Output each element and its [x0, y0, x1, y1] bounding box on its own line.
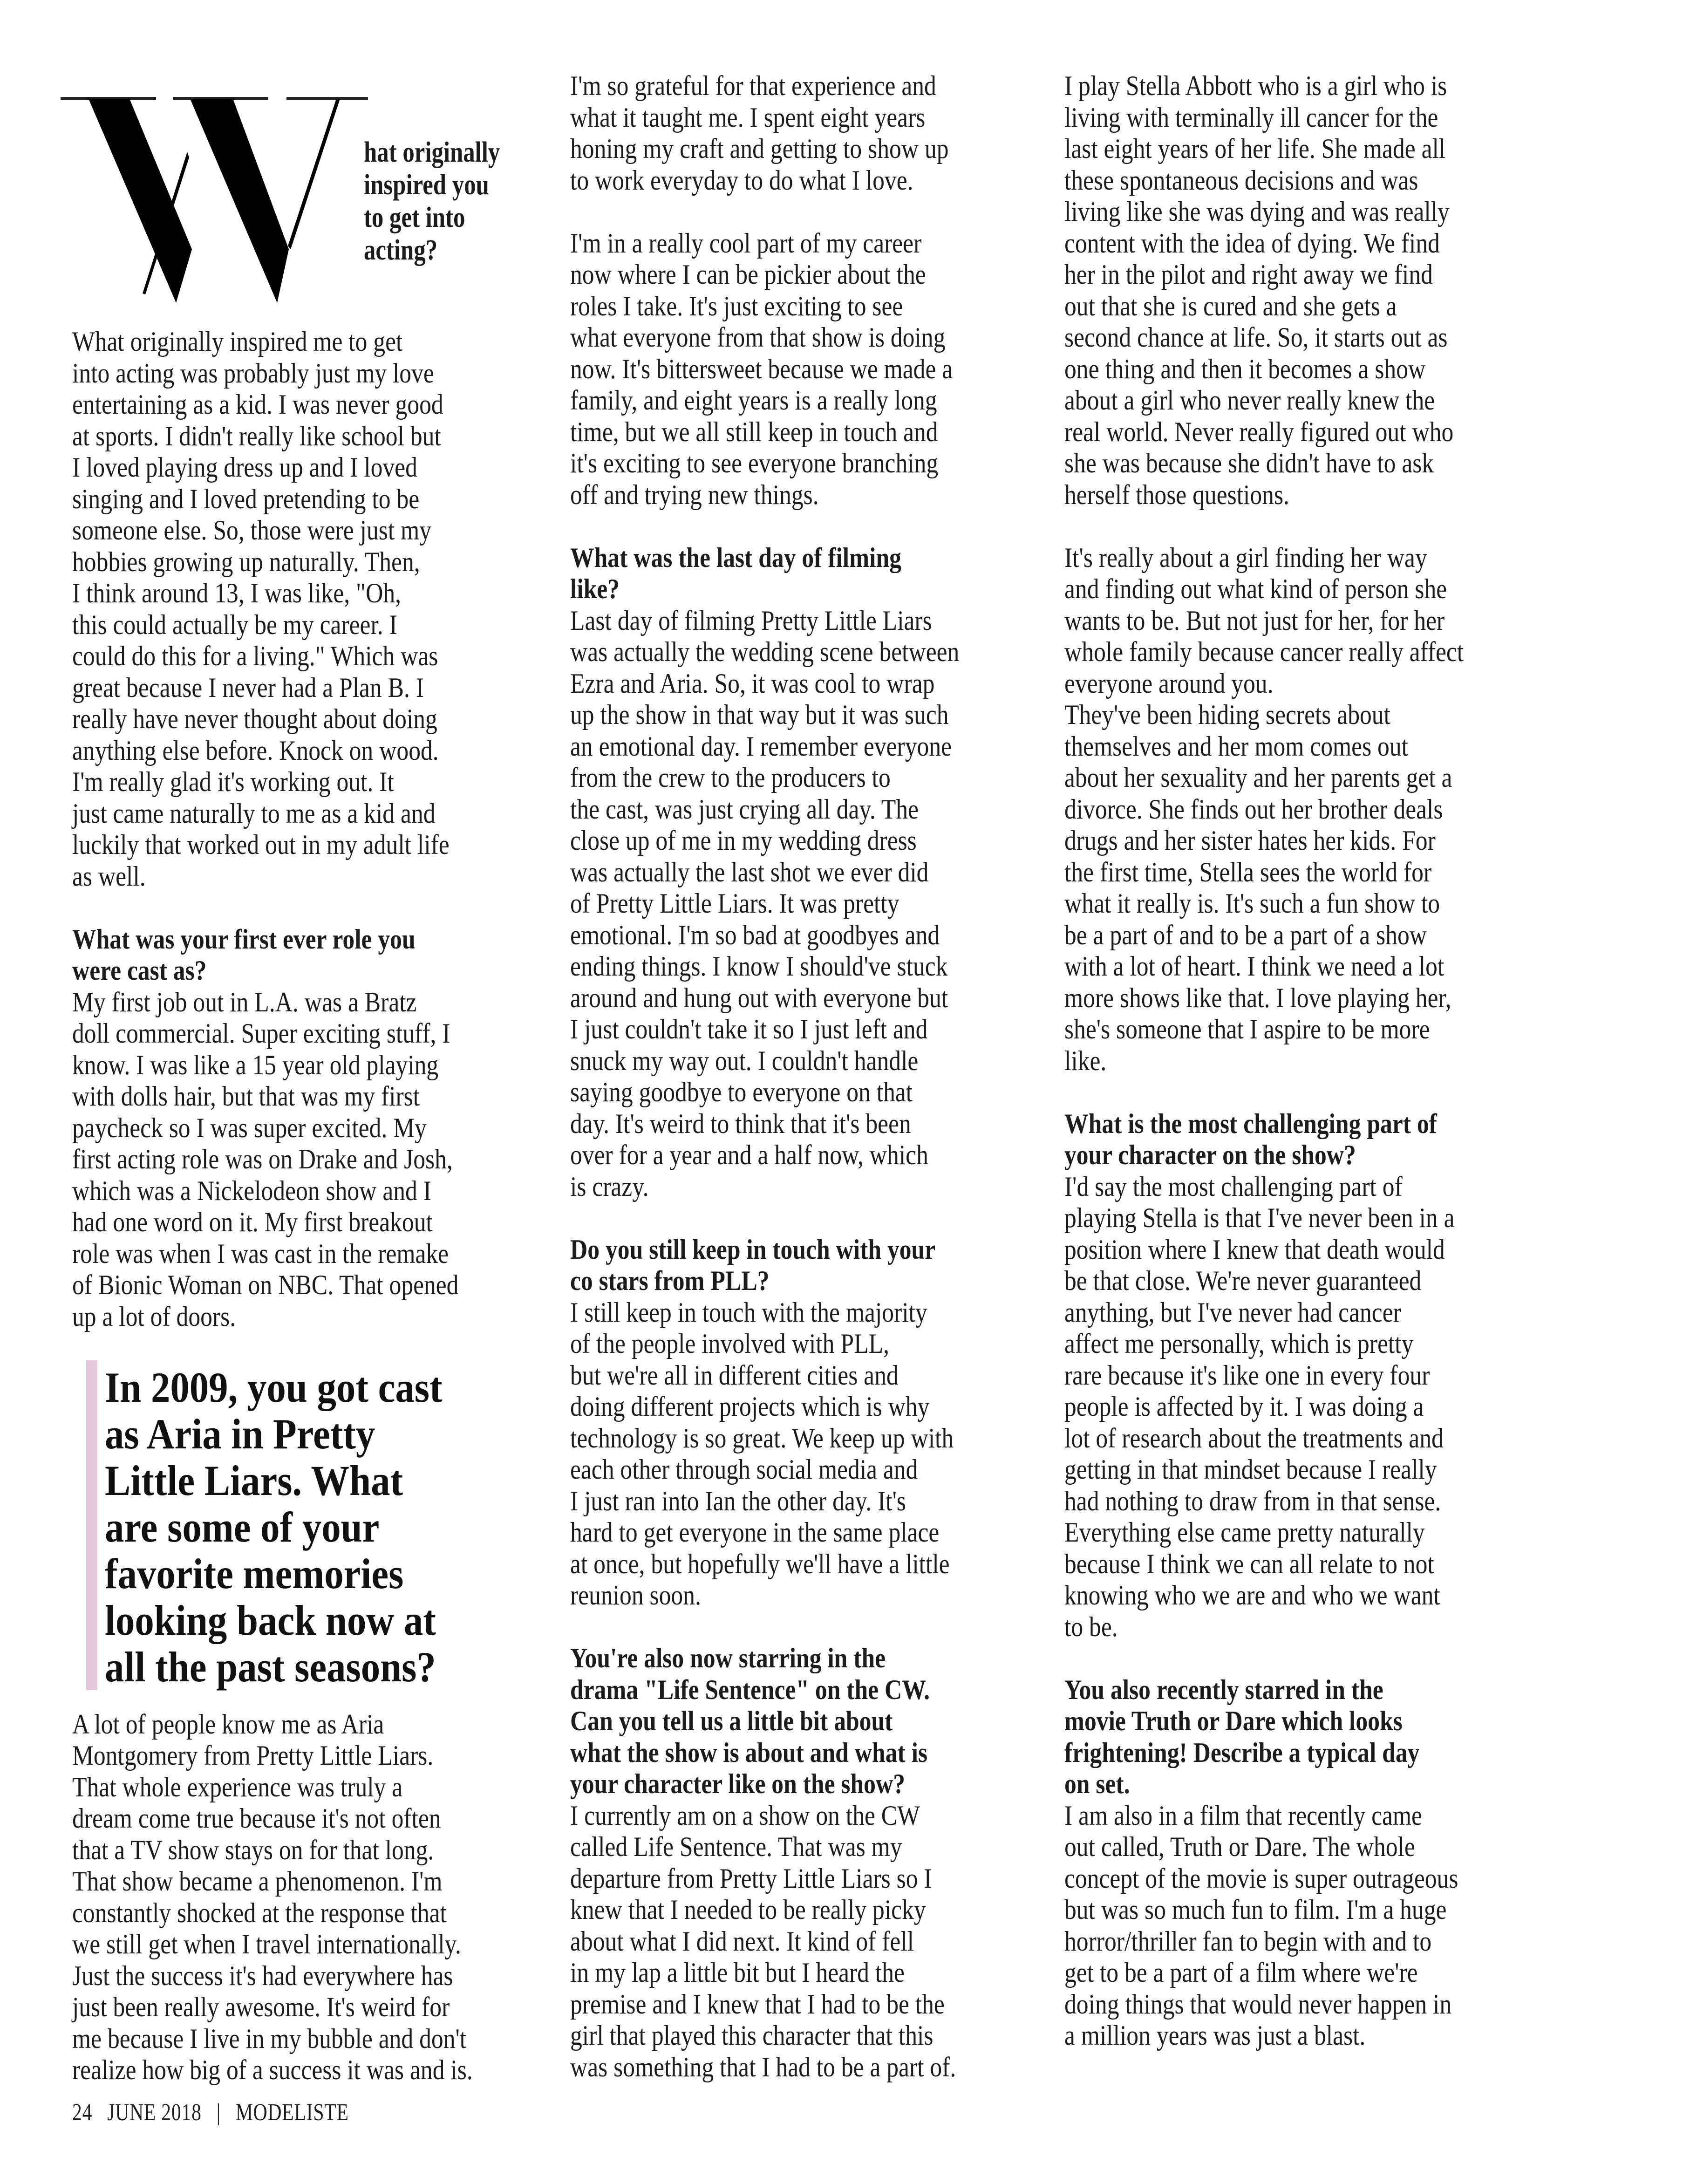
text-line: getting in that mindset because I really [1064, 1454, 1437, 1485]
text-line: saying goodbye to everyone on that [570, 1077, 913, 1107]
text-line: That whole experience was truly a [72, 1771, 403, 1802]
text-line: was actually the last shot we ever did [570, 856, 929, 887]
text-line: luckily that worked out in my adult life [72, 829, 450, 860]
text-line: each other through social media and [570, 1454, 918, 1485]
text-line: Last day of filming Pretty Little Liars [570, 605, 932, 636]
column-3 [1064, 70, 1530, 2083]
text-line: It's really about a girl finding her way [1064, 542, 1427, 573]
text-line: be that close. We're never guaranteed [1064, 1265, 1422, 1296]
text-line: out that she is cured and she gets a [1064, 290, 1397, 321]
text-line: You're also now starring in the [570, 1643, 886, 1673]
text-line: from the crew to the producers to [570, 762, 891, 793]
body-paragraph [570, 1297, 1031, 1611]
text-line: drugs and her sister hates her kids. For [1064, 825, 1436, 856]
text-line: Ezra and Aria. So, it was cool to wrap [570, 668, 935, 699]
text-line: about what I did next. It kind of fell [570, 1925, 914, 1957]
text-line: dream come true because it's not often [72, 1803, 441, 1834]
text-line: living like she was dying and was really [1064, 196, 1450, 227]
lead-line: inspired you [364, 169, 489, 201]
text-line: as Aria in Pretty [105, 1410, 375, 1458]
text-line: frightening! Describe a typical day [1064, 1737, 1420, 1768]
text-line: doing things that would never happen in [1064, 1988, 1452, 2020]
text-line: now. It's bittersweet because we made a [570, 353, 953, 384]
text-line: I'm so grateful for that experience and [570, 70, 936, 101]
body-paragraph [570, 1800, 1031, 2083]
text-line: I just couldn't take it so I just left and [570, 1014, 928, 1044]
text-line: called Life Sentence. That was my [570, 1831, 902, 1862]
text-line: doing different projects which is why [570, 1391, 930, 1422]
text-line: role was when I was cast in the remake [72, 1238, 449, 1269]
text-line: what everyone from that show is doing [570, 322, 946, 353]
text-line: to be. [1064, 1611, 1118, 1642]
text-line: get to be a part of a film where we're [1064, 1957, 1418, 1988]
text-line: your character like on the show? [570, 1768, 906, 1799]
text-line: I currently am on a show on the CW [570, 1800, 920, 1831]
text-line: are some of your [105, 1503, 380, 1551]
text-line: I think around 13, I was like, "Oh, [72, 578, 402, 608]
text-line: I still keep in touch with the majority [570, 1297, 927, 1328]
text-line: first acting role was on Drake and Josh, [72, 1144, 453, 1174]
text-line: but was so much fun to film. I'm a huge [1064, 1894, 1447, 1925]
text-line: movie Truth or Dare which looks [1064, 1706, 1403, 1736]
text-line: day. It's weird to think that it's been [570, 1108, 911, 1139]
text-line: I am also in a film that recently came [1064, 1800, 1422, 1831]
text-line: hobbies growing up naturally. Then, [72, 546, 420, 577]
text-line: up a lot of doors. [72, 1301, 236, 1332]
text-line: which was a Nickelodeon show and I [72, 1175, 431, 1206]
text-line: girl that played this character that this [570, 2020, 933, 2051]
text-line: reunion soon. [570, 1580, 701, 1611]
text-line: about her sexuality and her parents get a [1064, 762, 1452, 793]
text-line: looking back now at [105, 1596, 436, 1644]
text-line: a million years was just a blast. [1064, 2020, 1366, 2051]
body-paragraph [72, 987, 538, 1333]
text-line: everyone around you. [1064, 668, 1274, 699]
text-line: themselves and her mom comes out [1064, 730, 1409, 762]
body-paragraph [1064, 1800, 1530, 2052]
text-line: singing and I loved pretending to be [72, 483, 420, 514]
text-line: entertaining as a kid. I was never good [72, 389, 443, 420]
question-heading [72, 924, 538, 987]
body-paragraph [72, 1709, 538, 2086]
text-line: now where I can be pickier about the [570, 259, 926, 290]
text-line: Can you tell us a little bit about [570, 1706, 893, 1736]
issue-date: JUNE 2018 [107, 2099, 202, 2126]
text-line: wants to be. But not just for her, for her [1064, 605, 1445, 636]
text-line: the first time, Stella sees the world for [1064, 856, 1432, 887]
body-paragraph [1064, 699, 1530, 1077]
text-line: What was your first ever role you [72, 923, 416, 955]
text-line: knew that I needed to be really picky [570, 1894, 926, 1925]
text-line: herself those questions. [1064, 479, 1289, 510]
text-line: snuck my way out. I couldn't handle [570, 1045, 919, 1076]
text-line: her in the pilot and right away we find [1064, 259, 1433, 290]
text-line: was actually the wedding scene between [570, 636, 960, 667]
body-paragraph [570, 70, 1031, 196]
text-line: the cast, was just crying all day. The [570, 793, 919, 825]
text-line: because I think we can all relate to not [1064, 1548, 1434, 1579]
text-line: your character on the show? [1064, 1140, 1356, 1170]
text-line: divorce. She finds out her brother deals [1064, 793, 1443, 825]
text-line: be a part of and to be a part of a show [1064, 919, 1427, 950]
text-line: Everything else came pretty naturally [1064, 1517, 1425, 1548]
page-footer [72, 2099, 359, 2126]
body-paragraph [1064, 1171, 1530, 1643]
question-heading [570, 1643, 1031, 1800]
text-line: knowing who we are and who we want [1064, 1580, 1440, 1611]
text-line: around and hung out with everyone but [570, 982, 948, 1013]
text-line: had nothing to draw from in that sense. [1064, 1485, 1441, 1516]
text-line: realize how big of a success it was and is. [72, 2054, 473, 2085]
text-line: was something that I had to be a part of. [570, 2051, 956, 2082]
question-heading [570, 542, 1031, 605]
text-line: Just the success it's had everywhere has [72, 1960, 453, 1991]
text-line: drama "Life Sentence" on the CW. [570, 1674, 930, 1705]
footer-separator: | [216, 2099, 221, 2126]
text-line: Montgomery from Pretty Little Liars. [72, 1740, 434, 1771]
text-line: it's exciting to see everyone branching [570, 448, 939, 478]
text-line: living with terminally ill cancer for the [1064, 102, 1438, 133]
drop-cap-w-letter [61, 93, 373, 307]
text-line: but we're all in different cities and [570, 1359, 899, 1391]
text-line: What is the most challenging part of [1064, 1108, 1437, 1139]
text-line: about a girl who never really knew the [1064, 385, 1435, 416]
body-paragraph [570, 228, 1031, 511]
text-line: what it really is. It's such a fun show to [1064, 888, 1440, 919]
text-line: me because I live in my bubble and don't [72, 2023, 467, 2054]
text-line: these spontaneous decisions and was [1064, 164, 1418, 196]
text-line: an emotional day. I remember everyone [570, 730, 952, 762]
page-number: 24 [72, 2099, 93, 2126]
text-line: time, but we all still keep in touch and [570, 416, 938, 447]
text-line: to work everyday to do what I love. [570, 164, 913, 196]
text-line: anything, but I've never had cancer [1064, 1297, 1401, 1328]
text-line: constantly shocked at the response that [72, 1897, 447, 1928]
text-line: I'm in a really cool part of my career [570, 227, 922, 259]
text-line: They've been hiding secrets about [1064, 699, 1390, 730]
text-line: up the show in that way but it was such [570, 699, 949, 730]
text-line: like. [1064, 1045, 1107, 1076]
text-line: what it taught me. I spent eight years [570, 102, 926, 133]
text-line: real world. Never really figured out who [1064, 416, 1454, 447]
text-line: in my lap a little bit but I heard the [570, 1957, 905, 1988]
text-line: could do this for a living." Which was [72, 641, 438, 671]
text-line: all the past seasons? [105, 1643, 436, 1691]
body-paragraph [72, 326, 538, 892]
text-line: I'd say the most challenging part of [1064, 1171, 1403, 1202]
question-heading [1064, 1108, 1530, 1171]
text-line: one thing and then it becomes a show [1064, 353, 1426, 384]
drop-cap [61, 93, 373, 310]
text-line: I loved playing dress up and I loved [72, 452, 417, 483]
text-line: What originally inspired me to get [72, 326, 403, 357]
text-line: out called, Truth or Dare. The whole [1064, 1831, 1415, 1862]
text-line: Little Liars. What [105, 1456, 403, 1504]
text-line: concept of the movie is super outrageous [1064, 1863, 1458, 1894]
text-line: rare because it's like one in every four [1064, 1359, 1430, 1391]
text-line: is crazy. [570, 1171, 649, 1202]
lead-question [364, 136, 530, 266]
text-line: anything else before. Knock on wood. [72, 735, 439, 766]
text-line: What was the last day of filming [570, 542, 901, 573]
text-line: That show became a phenomenon. I'm [72, 1866, 443, 1897]
text-line: My first job out in L.A. was a Bratz [72, 986, 417, 1017]
text-line: family, and eight years is a really long [570, 385, 937, 416]
text-line: emotional. I'm so bad at goodbyes and [570, 919, 940, 950]
text-line: I'm really glad it's working out. It [72, 766, 394, 797]
text-line: honing my craft and getting to show up [570, 133, 949, 164]
lead-line: to get into [364, 202, 465, 233]
text-line: great because I never had a Plan B. I [72, 672, 424, 703]
text-line: last eight years of her life. She made all [1064, 133, 1446, 164]
text-line: A lot of people know me as Aria [72, 1708, 384, 1740]
text-line: roles I take. It's just exciting to see [570, 290, 903, 321]
text-line: just came naturally to me as a kid and [72, 798, 436, 829]
text-line: with a lot of heart. I think we need a lot [1064, 951, 1445, 982]
text-line: were cast as? [72, 955, 207, 986]
text-line: whole family because cancer really affect [1064, 636, 1464, 667]
body-paragraph [1064, 70, 1530, 511]
column-2 [570, 70, 1031, 2115]
text-line: just been really awesome. It's weird for [72, 1992, 450, 2022]
text-line: second chance at life. So, it starts out as [1064, 322, 1448, 353]
text-line: people is affected by it. I was doing a [1064, 1391, 1424, 1422]
text-line: what the show is about and what is [570, 1737, 928, 1768]
text-line: as well. [72, 860, 146, 892]
text-line: close up of me in my wedding dress [570, 825, 917, 856]
text-line: on set. [1064, 1768, 1130, 1799]
text-line: had one word on it. My first breakout [72, 1207, 433, 1237]
text-line: I play Stella Abbott who is a girl who is [1064, 70, 1447, 101]
body-paragraph [1064, 542, 1530, 700]
text-line: off and trying new things. [570, 479, 819, 510]
question-heading [570, 1234, 1031, 1297]
pull-quote [72, 1364, 538, 1690]
text-line: of the people involved with PLL, [570, 1328, 890, 1359]
text-line: position where I knew that death would [1064, 1234, 1445, 1265]
text-line: of Pretty Little Liars. It was pretty [570, 888, 899, 919]
text-line: over for a year and a half now, which [570, 1140, 928, 1170]
lead-line: hat originally [364, 136, 500, 168]
text-line: like? [570, 573, 620, 604]
text-line: horror/thriller fan to begin with and to [1064, 1925, 1432, 1957]
text-line: favorite memories [105, 1549, 404, 1597]
text-line: I just ran into Ian the other day. It's [570, 1485, 906, 1516]
text-line: of Bionic Woman on NBC. That opened [72, 1269, 459, 1300]
text-line: someone else. So, those were just my [72, 515, 432, 546]
text-line: playing Stella is that I've never been in a [1064, 1202, 1455, 1233]
text-line: Do you still keep in touch with your [570, 1234, 936, 1265]
text-line: really have never thought about doing [72, 703, 437, 734]
text-line: this could actually be my career. I [72, 609, 397, 640]
text-line: content with the idea of dying. We find [1064, 227, 1440, 259]
text-line: more shows like that. I love playing her, [1064, 982, 1451, 1013]
text-line: with dolls hair, but that was my first [72, 1081, 420, 1112]
text-line: paycheck so I was super excited. My [72, 1112, 427, 1143]
column-1 [72, 326, 538, 2117]
text-line: at sports. I didn't really like school but [72, 420, 441, 451]
text-line: technology is so great. We keep up with [570, 1422, 954, 1454]
text-line: doll commercial. Super exciting stuff, I [72, 1018, 450, 1049]
lead-line: acting? [364, 234, 438, 266]
text-line: co stars from PLL? [570, 1265, 770, 1296]
text-line: premise and I knew that I had to be the [570, 1988, 945, 2020]
text-line: know. I was like a 15 year old playing [72, 1049, 439, 1080]
text-line: and finding out what kind of person she [1064, 573, 1447, 604]
text-line: lot of research about the treatments and [1064, 1422, 1444, 1454]
text-line: ending things. I know I should've stuck [570, 951, 948, 982]
magazine-name: MODELISTE [235, 2099, 349, 2126]
text-line: she's someone that I aspire to be more [1064, 1014, 1430, 1044]
text-line: affect me personally, which is pretty [1064, 1328, 1414, 1359]
text-line: departure from Pretty Little Liars so I [570, 1863, 932, 1894]
pull-quote-bar [86, 1360, 97, 1690]
text-line: into acting was probably just my love [72, 357, 434, 389]
text-line: she was because she didn't have to ask [1064, 448, 1434, 478]
text-line: at once, but hopefully we'll have a little [570, 1548, 950, 1579]
body-paragraph [570, 605, 1031, 1203]
text-line: hard to get everyone in the same place [570, 1517, 940, 1548]
text-line: You also recently starred in the [1064, 1674, 1383, 1705]
text-line: that a TV show stays on for that long. [72, 1834, 434, 1865]
question-heading [1064, 1674, 1530, 1800]
text-line: In 2009, you got cast [105, 1363, 443, 1411]
text-line: we still get when I travel internationally. [72, 1929, 461, 1959]
